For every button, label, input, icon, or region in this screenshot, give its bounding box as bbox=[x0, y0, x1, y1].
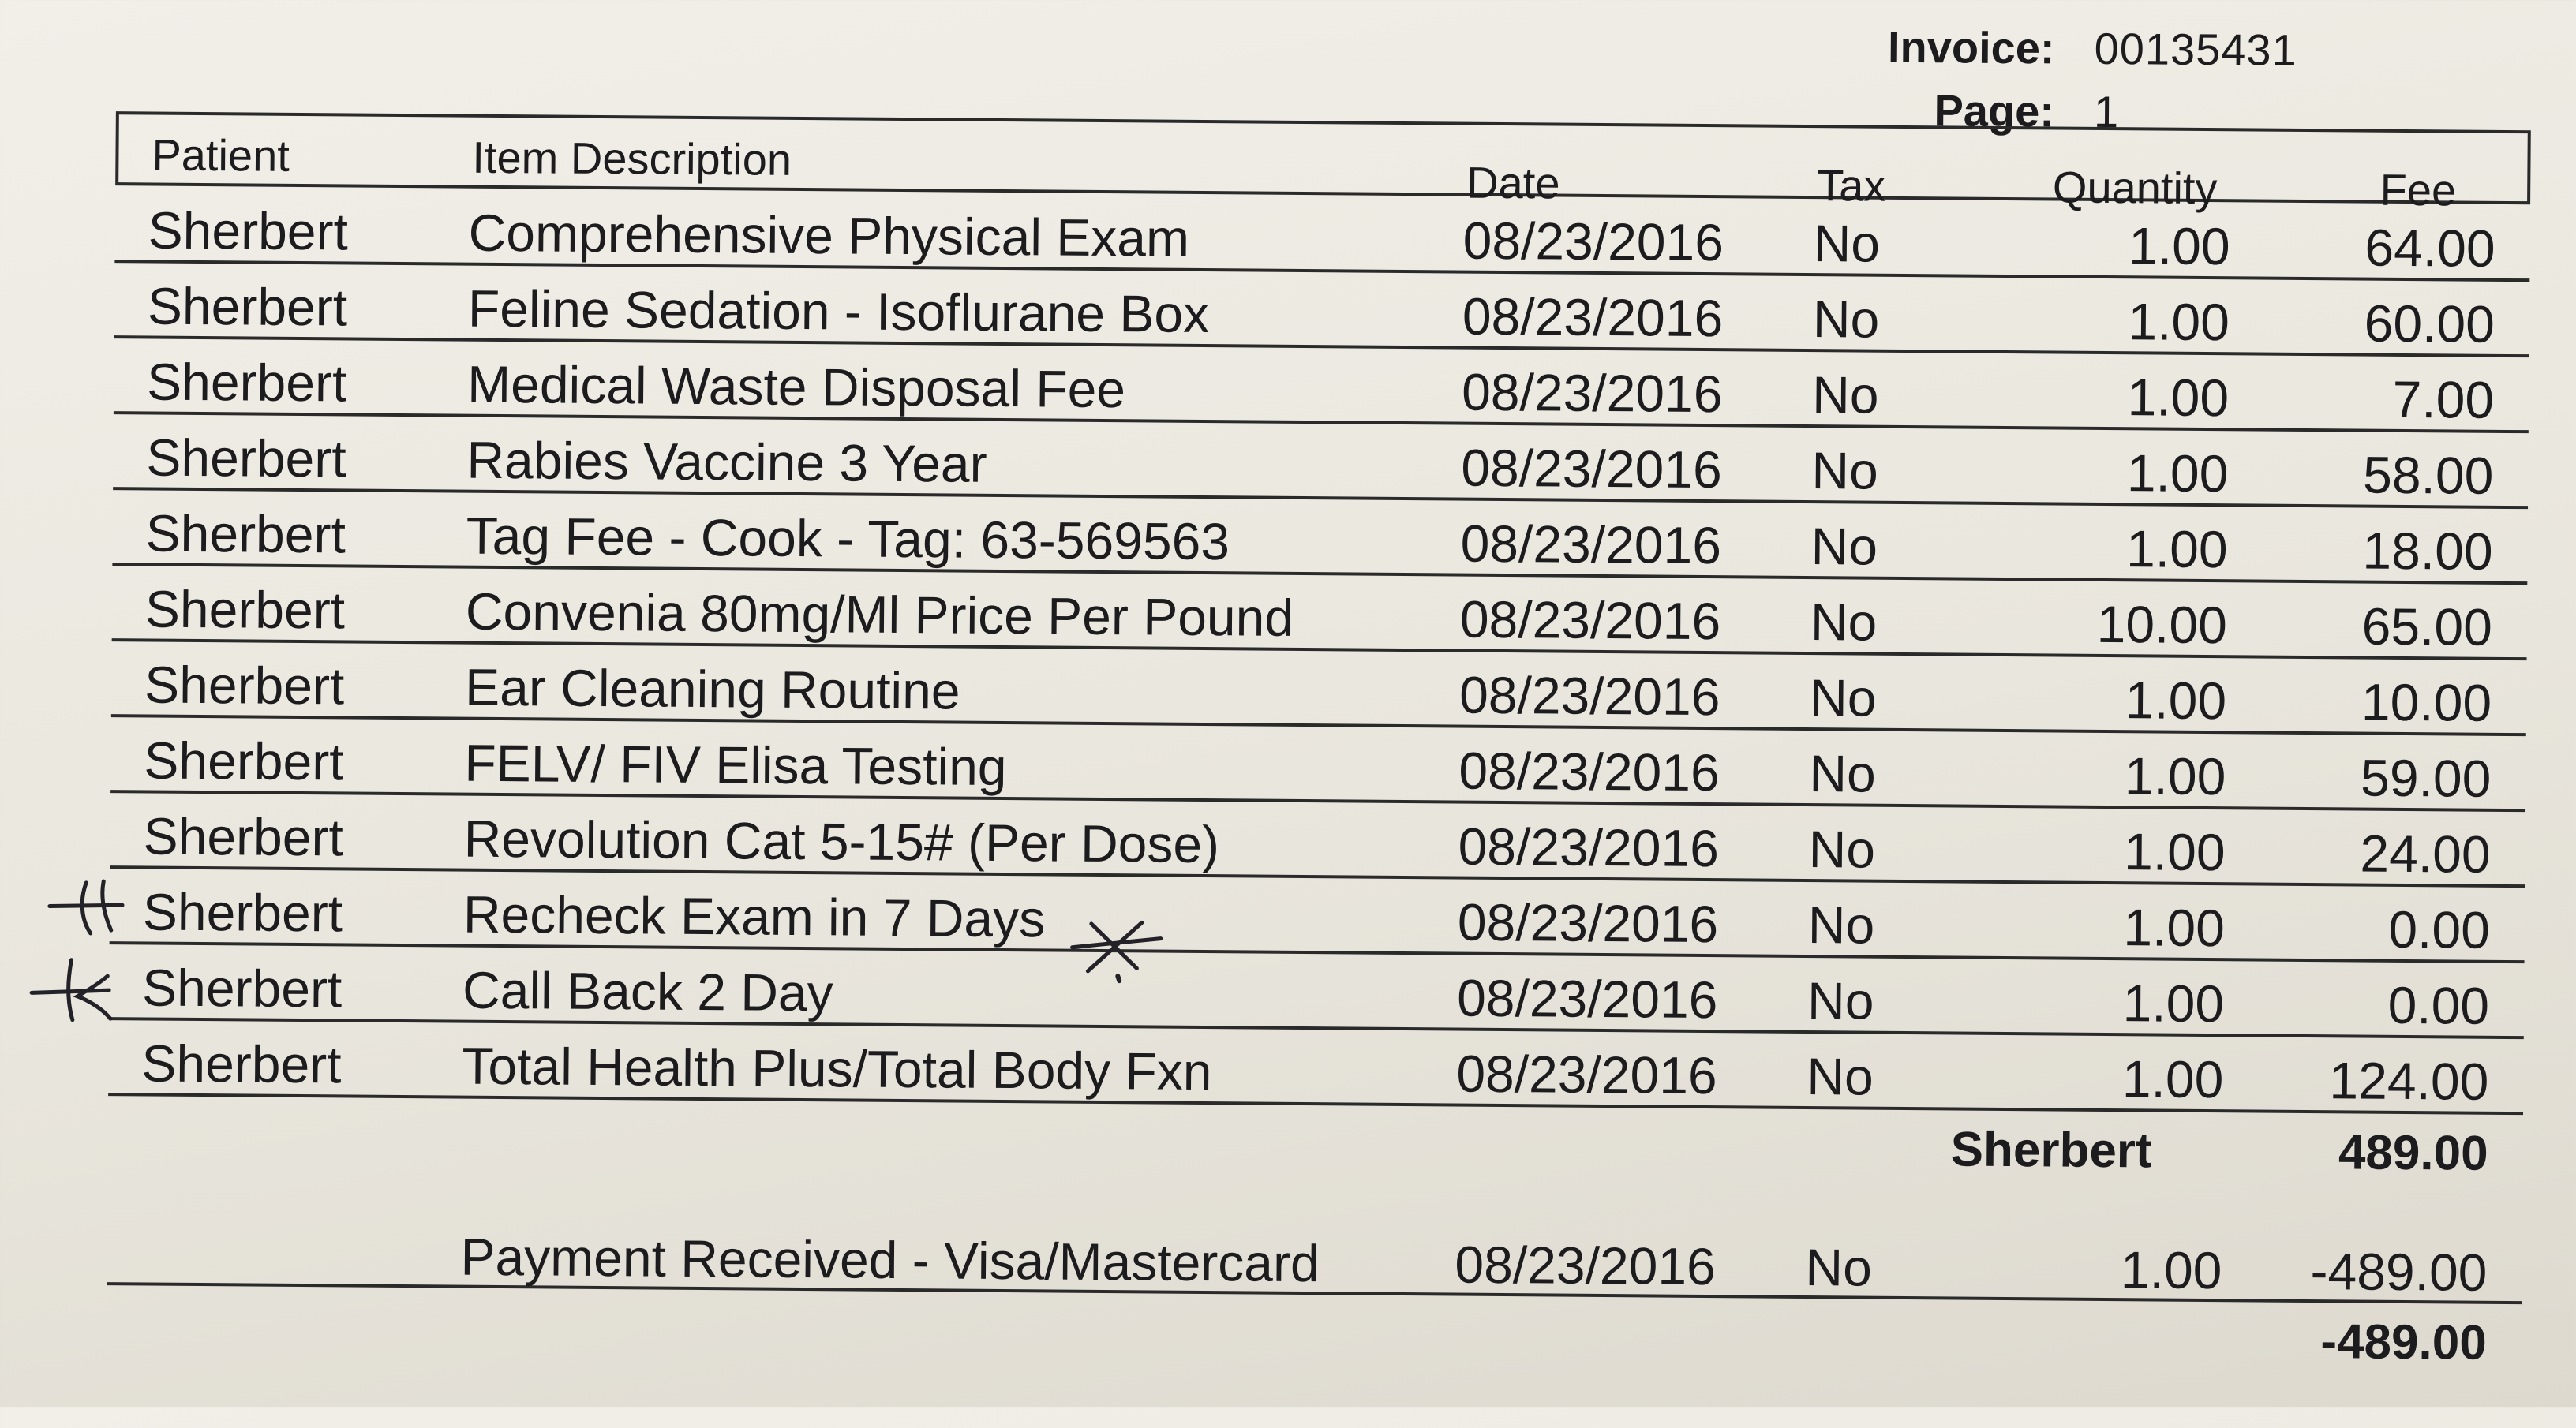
payment-fee: -489.00 bbox=[2310, 1242, 2488, 1302]
cell-fee: 58.00 bbox=[2362, 445, 2494, 505]
cell-tax: No bbox=[1810, 593, 1878, 652]
header-description: Item Description bbox=[472, 132, 792, 185]
cell-patient: Sherbert bbox=[141, 1034, 342, 1094]
invoice-number: 00135431 bbox=[2094, 23, 2297, 75]
cell-date: 08/23/2016 bbox=[1459, 589, 1721, 651]
payment-tax: No bbox=[1805, 1238, 1873, 1297]
cell-tax: No bbox=[1807, 1047, 1874, 1106]
cell-description: FELV/ FIV Elisa Testing bbox=[464, 733, 1007, 797]
cell-description: Medical Waste Disposal Fee bbox=[466, 354, 1126, 419]
cell-fee: 124.00 bbox=[2329, 1051, 2489, 1111]
cell-quantity: 1.00 bbox=[2121, 1049, 2224, 1109]
cell-tax: No bbox=[1807, 895, 1875, 955]
payment-description: Payment Received - Visa/Mastercard bbox=[460, 1227, 1320, 1293]
cell-quantity: 1.00 bbox=[2125, 671, 2227, 731]
handwritten-check-mark-icon bbox=[34, 876, 129, 940]
cell-description: Call Back 2 Day bbox=[462, 960, 833, 1022]
cell-description: Recheck Exam in 7 Days bbox=[462, 884, 1046, 948]
cell-quantity: 1.00 bbox=[2123, 898, 2226, 958]
cell-description: Rabies Vaccine 3 Year bbox=[466, 430, 987, 493]
payment-quantity: 1.00 bbox=[2120, 1240, 2222, 1300]
cell-description: Ear Cleaning Routine bbox=[464, 657, 960, 720]
header-patient: Patient bbox=[152, 129, 290, 181]
cell-patient: Sherbert bbox=[147, 276, 348, 337]
cell-tax: No bbox=[1811, 365, 1879, 424]
cell-fee: 60.00 bbox=[2364, 293, 2496, 353]
cell-quantity: 1.00 bbox=[2123, 822, 2226, 882]
cell-fee: 0.00 bbox=[2388, 899, 2491, 959]
cell-fee: 59.00 bbox=[2360, 748, 2492, 808]
handwritten-k-mark-icon bbox=[22, 955, 118, 1026]
cell-tax: No bbox=[1808, 820, 1876, 879]
cell-quantity: 1.00 bbox=[2128, 216, 2230, 276]
subtotal-amount: 489.00 bbox=[2338, 1125, 2488, 1181]
cell-quantity: 1.00 bbox=[2126, 443, 2229, 503]
cell-date: 08/23/2016 bbox=[1460, 514, 1722, 575]
cell-fee: 18.00 bbox=[2362, 521, 2493, 581]
payment-date: 08/23/2016 bbox=[1455, 1235, 1717, 1296]
cell-fee: 7.00 bbox=[2392, 369, 2495, 429]
header-tax: Tax bbox=[1816, 160, 1886, 211]
cell-date: 08/23/2016 bbox=[1458, 817, 1720, 878]
invoice-label: Invoice: bbox=[1887, 21, 2055, 73]
cell-quantity: 1.00 bbox=[2124, 746, 2226, 806]
invoice-number-row bbox=[1833, 14, 2466, 82]
cell-fee: 64.00 bbox=[2364, 218, 2496, 278]
cell-date: 08/23/2016 bbox=[1458, 665, 1720, 727]
page-number: 1 bbox=[2093, 86, 2120, 136]
cell-patient: Sherbert bbox=[146, 428, 346, 488]
header-fee: Fee bbox=[2379, 164, 2457, 215]
cell-fee: 10.00 bbox=[2361, 672, 2492, 732]
cell-fee: 65.00 bbox=[2361, 596, 2493, 656]
cell-tax: No bbox=[1813, 214, 1881, 273]
cell-fee: 0.00 bbox=[2387, 975, 2490, 1035]
cell-tax: No bbox=[1807, 971, 1874, 1030]
page-label: Page: bbox=[1934, 84, 2055, 136]
cell-date: 08/23/2016 bbox=[1461, 362, 1723, 424]
handwritten-asterisk-icon bbox=[1059, 916, 1170, 1004]
cell-patient: Sherbert bbox=[148, 200, 349, 261]
cell-description: Tag Fee - Cook - Tag: 63-569563 bbox=[466, 506, 1230, 571]
cell-quantity: 1.00 bbox=[2125, 519, 2228, 579]
cell-date: 08/23/2016 bbox=[1461, 438, 1723, 499]
cell-patient: Sherbert bbox=[145, 503, 346, 564]
cell-tax: No bbox=[1809, 668, 1877, 727]
cell-date: 08/23/2016 bbox=[1462, 286, 1724, 348]
header-date: Date bbox=[1466, 157, 1560, 208]
cell-tax: No bbox=[1812, 290, 1880, 349]
cell-description: Convenia 80mg/Ml Price Per Pound bbox=[465, 581, 1294, 647]
cell-description: Feline Sedation - Isoflurane Box bbox=[467, 278, 1210, 344]
cell-quantity: 1.00 bbox=[2127, 368, 2230, 428]
cell-patient: Sherbert bbox=[144, 655, 345, 716]
cell-description: Total Health Plus/Total Body Fxn bbox=[462, 1036, 1212, 1101]
cell-description: Comprehensive Physical Exam bbox=[468, 203, 1190, 267]
cell-date: 08/23/2016 bbox=[1456, 968, 1718, 1030]
cell-date: 08/23/2016 bbox=[1462, 211, 1724, 272]
subtotal-label: Sherbert bbox=[1950, 1122, 2152, 1179]
cell-quantity: 10.00 bbox=[2096, 594, 2228, 655]
line-items bbox=[107, 187, 2531, 1375]
cell-tax: No bbox=[1810, 517, 1878, 576]
cell-date: 08/23/2016 bbox=[1457, 892, 1719, 954]
cell-patient: Sherbert bbox=[142, 882, 343, 943]
cell-quantity: 1.00 bbox=[2128, 292, 2230, 352]
cell-patient: Sherbert bbox=[146, 352, 347, 413]
header-quantity: Quantity bbox=[2052, 162, 2218, 214]
cell-quantity: 1.00 bbox=[2122, 974, 2225, 1034]
cell-date: 08/23/2016 bbox=[1458, 741, 1720, 802]
cell-description: Revolution Cat 5-15# (Per Dose) bbox=[463, 809, 1220, 874]
cell-fee: 24.00 bbox=[2360, 824, 2491, 884]
cell-date: 08/23/2016 bbox=[1456, 1044, 1717, 1105]
grand-total-amount: -489.00 bbox=[2320, 1314, 2487, 1370]
cell-patient: Sherbert bbox=[144, 579, 346, 640]
cell-patient: Sherbert bbox=[141, 958, 343, 1019]
cell-tax: No bbox=[1809, 744, 1877, 803]
cell-tax: No bbox=[1811, 441, 1879, 500]
cell-patient: Sherbert bbox=[144, 731, 344, 791]
cell-patient: Sherbert bbox=[143, 806, 344, 867]
